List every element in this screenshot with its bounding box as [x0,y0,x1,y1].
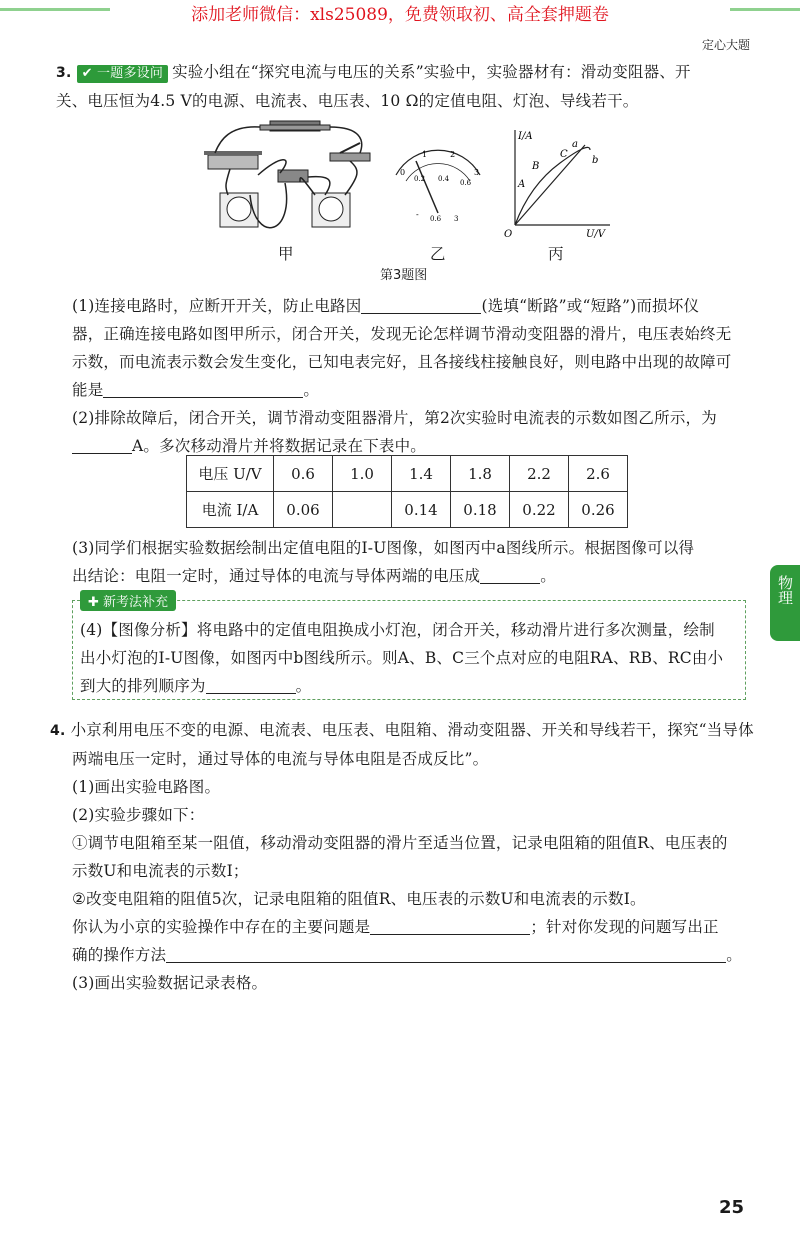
fig-label-bing: 丙 [548,245,564,263]
badge-icon: ✚ [88,595,99,610]
table-head-current: 电流 I/A [187,492,274,528]
q3-part4: (4)【图像分析】将电路中的定值电阻换成小灯泡，闭合开关，移动滑片进行多次测量，绘制 出小灯泡的I-U图像，如图丙中b图线所示。则A、B、C三个点对应的电阻RA、RB、RC由小 到大的排列顺序为 。 [80,621,724,695]
table-row-current: 电流 I/A 0.06 0.14 0.18 0.22 0.26 [187,492,628,528]
subject-side-tab: 物理 [770,565,800,641]
table-head-voltage: 电压 U/V [187,456,274,492]
fig-caption: 第3题图 [380,268,428,283]
meter-terminal-3: 3 [454,215,459,223]
table-row-voltage: 电压 U/V 0.6 1.0 1.4 1.8 2.2 2.6 [187,456,628,492]
q4: 4. 小京利用电压不变的电源、电流表、电压表、电阻箱、滑动变阻器、开关和导线若干，探究“当导体 两端电压一定时，通过导体的电流与导体电阻是否成反比”。 (1)画出实验电路图。 (2)实验步骤如下： ①调节电阻箱至某一阻值，移动滑动变阻器的滑片至适当位置，记录电阻箱的阻值R、电压表的 示数U和电流表的示数I； ②改变电阻箱的阻值5次，记录电阻箱的阻值R、电压表的示数U和电流表的示数I。 你认为小京的实验操作中存在的主要问题是 ；针对你发现的问题写出正 确的操作方法 。 (3)画出实验数据记录表格。 [50,721,754,992]
q3-number: 3. [56,65,72,81]
meter-tick-2: 2 [450,150,456,159]
blank-3[interactable] [480,565,540,584]
blank-6[interactable] [166,944,726,963]
ammeter-dial-figure [388,145,488,225]
promo-banner: 添加老师微信：xls25089，免费领取初、高全套押题卷 [191,5,609,25]
fig-label-jia: 甲 [278,245,294,263]
meter-terminal-06: 0.6 [430,215,442,223]
point-b-label: B [532,161,540,172]
q3-intro: 3. ✔ 一题多设问 实验小组在“探究电流与电压的关系”实验中，实验器材有：滑动变阻器、开 关、电压恒为4.5 V的电源、电流表、电压表、10 Ω的定值电阻、灯泡、导线若干。 [56,63,691,110]
line-b-label: b [592,155,599,166]
line-a-label: a [572,139,578,150]
graph-xlabel: U/V [586,229,606,240]
blank-2[interactable] [72,435,132,454]
check-icon: ✔ [81,66,93,81]
line-b [515,147,590,225]
blank-1b[interactable] [103,379,303,398]
graph-ylabel: I/A [518,131,533,142]
q3-intro-2: 关、电压恒为4.5 V的电源、电流表、电压表、10 Ω的定值电阻、灯泡、导线若干。 [56,92,639,110]
point-a-label: A [518,179,526,190]
meter-tick-0: 0 [400,168,406,177]
q3-part1: (1)连接电路时，应断开开关，防止电路因 (选填“断路”或“短路”)而损坏仪 器，正确连接电路如图甲所示，闭合开关，发现无论怎样调节滑动变阻器的滑片，电压表始终无 示数，而电流表示数会发生变化，已知电表完好，且各接线柱接触良好，则电路中出现的故障可 能是 。 [72,297,732,399]
meter-tick-3: 3 [474,168,480,177]
fig-label-yi: 乙 [430,245,446,263]
section-header: 定心大题 [701,38,750,52]
meter-tick-06: 0.6 [460,179,472,187]
meter-tick-04: 0.4 [438,175,450,183]
line-a [515,145,585,225]
new-exam-tag: ✚ 新考法补充 [80,590,176,611]
page-number: 25 [718,1197,744,1218]
circuit-figure [200,115,385,245]
meter-tick-02: 0.2 [414,175,426,183]
q3-part3: (3)同学们根据实验数据绘制出定值电阻的I-U图像，如图丙中a图线所示。根据图像可以得 出结论：电阻一定时，通过导体的电流与导体两端的电压成 。 [72,539,695,585]
blank-5[interactable] [370,916,530,935]
q4-number: 4. [50,723,66,739]
meter-terminal-neg: - [416,210,419,219]
point-c-label: C [560,149,568,160]
q3-tag: ✔ 一题多设问 [77,65,168,83]
blank-4[interactable] [206,675,296,694]
graph-origin: O [504,229,513,240]
iu-graph-figure [500,125,620,240]
data-table [186,455,628,528]
blank-1a[interactable] [361,295,481,314]
q3-part2: (2)排除故障后，闭合开关，调节滑动变阻器滑片，第2次实验时电流表的示数如图乙所示，为 A。多次移动滑片并将数据记录在下表中。 [72,409,717,455]
meter-tick-1: 1 [422,150,428,159]
